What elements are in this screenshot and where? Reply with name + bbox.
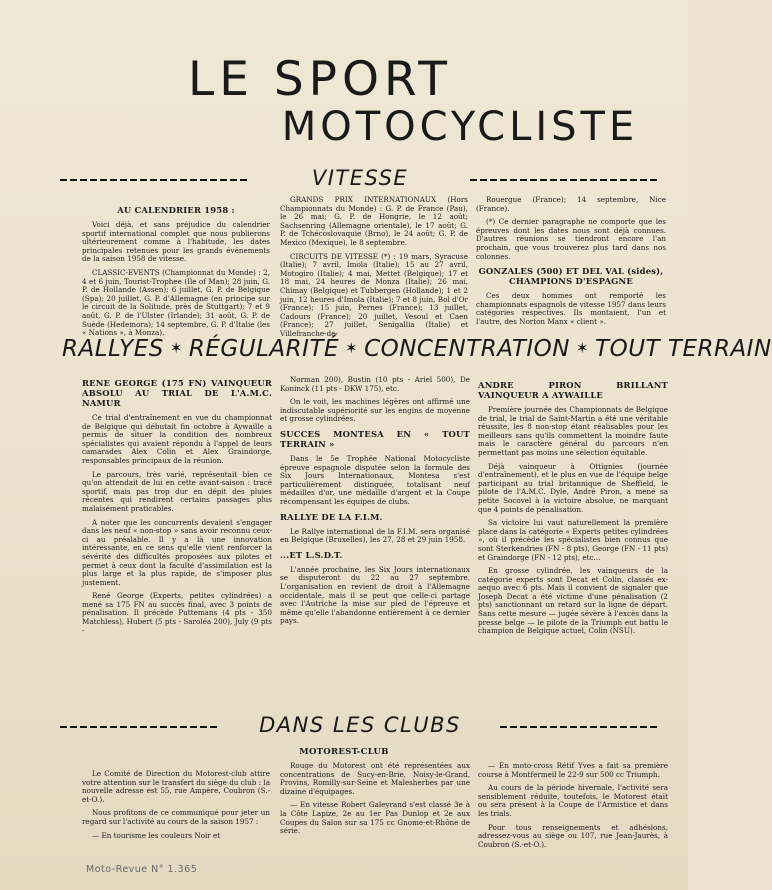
paragraph: — En moto-cross Rétif Yves a fait sa première course à Montfermeil le 22-9 sur 500 cc Triumph. xyxy=(478,761,668,779)
paragraph: Première journée des Championnats de Belgique de trial, le trial de Saint-Martin a été une véritable réussite, les 8 non-stop étant réalisables pour les meilleurs sans qu'ils commettent la moindre faute mais le caractère général du parcours n'en permettant pas moins une sélection équitable. xyxy=(478,405,668,457)
paragraph: Pour tous renseignements et adhésions, adressez-vous au siège ou 107, rue Jean-Jaurès, à Coubron (S.-et-O.). xyxy=(478,822,668,849)
paragraph: (*) Ce dernier paragraphe ne comporte que les épreuves dont les dates nous sont déjà connues. D'autres réunions se tiendront encore l'an prochain, que vous trouverez plus tard dans nos colonnes. xyxy=(476,217,666,261)
article-heading: SUCCES MONTESA EN « TOUT TERRAIN » xyxy=(280,428,470,449)
section-title-vitesse: VITESSE xyxy=(311,166,409,190)
paragraph: Norman 200), Bustin (10 pts - Ariel 500), De Koninck (11 pts - DKW 175), etc. xyxy=(280,375,470,393)
paragraph: Rouergue (France); 14 septembre, Nice (France). xyxy=(476,195,666,213)
paragraph: Ces deux hommes ont remporté les championnats espagnols de vitesse 1957 dans leurs catégories respectives. Ils montaient, l'un et l'autre, des Norton Manx « client ». xyxy=(476,291,666,326)
title-line-1: LE SPORT xyxy=(188,52,452,107)
clubs-column-2 xyxy=(280,762,470,841)
band-word: RALLYES xyxy=(62,336,164,362)
paragraph: Le parcours, très varié, représentait bien ce qu'on attendait de lui en cette avant-saison : tracé sportif, mais pas trop dur en dépit des pluies récentes qui rendirent certains passages plus malaisément praticables. xyxy=(82,469,272,513)
article-heading: RALLYE DE LA F.I.M. xyxy=(280,511,383,522)
clubs-column-1 xyxy=(82,770,270,845)
paragraph: CIRCUITS DE VITESSE (*) : 19 mars, Syracuse (Italie); 7 avril, Imola (Italie); 15 au 27 avril, Motogiro (Italie); 4 mai, Mettet (Belgique); 17 et 18 mai, 24 heures de Monza (Italie); 26 mai, Chimay (Belgique) et Tubbergen (Hollande); 1 et 2 juin, 12 heures d'Imola (Italie); 7 et 8 juin, Bol d'Or (France); 15 juin, Pernes (France); 13 juillet, Cadours (France); 20 juillet, Vesoul et Caen (France); 27 juillet, Senigallia (Italie) et Villefranche-de- xyxy=(280,251,468,338)
paragraph: — En tourisme les couleurs Noir et xyxy=(92,830,221,840)
paragraph: Ce trial d'entraînement en vue du championnat de Belgique qui débutait fin octobre à Aywaille a permis de situer la condition des nombreux spécialistes qui avaient répondu à l'appel de leurs camarades Alex Colin et Alex Graindorge, responsables principaux de la réunion. xyxy=(82,413,272,465)
band-word: RÉGULARITÉ xyxy=(188,336,339,362)
band-word: CONCENTRATION xyxy=(364,336,570,362)
paragraph: Le Comité de Direction du Motorest-club attire votre attention sur le transfert du siège du club : la nouvelle adresse est 55, rue Ampère, Coubron (S.-et-O.). xyxy=(82,769,270,804)
star-icon: ✶ xyxy=(344,339,359,357)
clubs-column-3 xyxy=(478,762,668,854)
paragraph: Déjà vainqueur à Ottignies (journée d'entraînement), et le plus en vue de l'équipe belge participant au trial britannique de Sheffield, le pilote de l'A.M.C. Dyle, André Piron, a mené sa petite Socovel à la victoire absolue, ne marquant que 4 points de pénalisation. xyxy=(478,461,668,514)
article-heading: MOTOREST-CLUB xyxy=(299,747,389,757)
section-header-vitesse xyxy=(60,166,660,194)
article-heading: AU CALENDRIER 1958 : xyxy=(117,205,235,215)
paragraph: Voici déjà, et sans préjudice du calendrier sportif international complet que nous publierons ultérieurement comme à l'habitude, les dates principales retenues pour les grands événements de la saison 1958 de vitesse. xyxy=(82,220,270,264)
title-line-2: MOTOCYCLISTE xyxy=(281,104,639,150)
paragraph: Le Rallye international de la F.I.M. sera organisé en Belgique (Bruxelles), les 27, 28 et 29 juin 1958. xyxy=(280,526,470,545)
paragraph: En grosse cylindrée, les vainqueurs de la catégorie experts sont Decat et Colin, classés ex-aequo avec 6 pts. Mais il convient de signaler que Joseph Decat a été victime d'une pénalisation (2 pts) sanctionnant un retard sur la ligne de départ. Sans cette mesure — jugée sévère à l'excès dans la presse belge — le pilote de la Triumph eut battu le champion de Belgique actuel, Colin (NSU). xyxy=(478,566,668,636)
rallyes-column-3 xyxy=(478,380,668,641)
vitesse-column-3 xyxy=(476,196,666,332)
paragraph: René George (Experts, petites cylindrées) a mené sa 175 FN au succès final, avec 3 points de pénalisation. Il précède Puttemans (4 pts - 350 Matchless), Hubert (5 pts - Saroléa 200), July (9 pts - xyxy=(82,591,272,635)
page-footer: Moto-Revue N° 1.365 xyxy=(86,864,198,875)
star-icon: ✶ xyxy=(575,339,590,357)
paragraph: Rouge du Motorest ont été représentées aux concentrations de Sucy-en-Brie, Noisy-le-Grand, Provins, Romilly-sur-Seine et Malesherbes par une dizaine d'équipages. xyxy=(280,761,470,796)
paragraph: Nous profitons de ce communiqué pour jeter un regard sur l'activité au cours de la saison 1957 : xyxy=(82,808,270,826)
paragraph: GRANDS PRIX INTERNATIONAUX (Hors Championnats du Monde) : G. P. de France (Pau), le 26 mai; G. P. de Hongrie, le 12 août; Sachsenring (Allemagne orientale), le 17 août; G. P. de Tchécoslovaquie (Brno), le 24 août; G. P. de Mexico (Mexique), le 8 septembre. xyxy=(280,195,468,247)
paragraph: Au cours de la période hivernale, l'activité sera sensiblement réduite, toutefois, le Motorest était ou sera présent à la Coupe de l'Armistice et dans les trials. xyxy=(478,783,668,818)
section-title-rallyes xyxy=(62,336,772,362)
paragraph: — En vitesse Robert Galeyrand s'est classé 3e à la Côte Lapize, 2e au 1er Pas Dunlop et 2e aux Coupes du Salon sur sa 175 cc Gnome-et-Rhône de série. xyxy=(280,800,470,836)
vitesse-column-2 xyxy=(280,196,468,344)
article-heading: RENE GEORGE (175 FN) VAINQUEUR ABSOLU AU TRIAL DE L'A.M.C. NAMUR xyxy=(82,378,272,408)
vitesse-column-1 xyxy=(82,205,270,343)
article-heading: GONZALES (500) ET DEL VAL (sides), CHAMPIONS D'ESPAGNE xyxy=(478,266,664,287)
paragraph: CLASSIC-EVENTS (Championnat du Monde) : 2, 4 et 6 juin, Tourist-Trophee (Ile of Man); 28 juin, G. P. de Hollande (Assen); 6 juillet, G. P. de Belgique (Spa); 20 juillet, G. P. d'Allemagne (en principe sur le circuit de la Solitude, près de Stuttgart); 7 et 9 août, G. P. de l'Ulster (Irlande); 31 août, G. P. de Suède (Hedemora); 14 septembre, G. P. d'Italie (les « Nations », à Monza). xyxy=(82,267,270,338)
band-word: TOUT TERRAIN xyxy=(595,336,772,362)
rallyes-column-2 xyxy=(280,376,470,631)
paragraph: L'année prochaine, les Six Jours internationaux se disputeront du 22 au 27 septembre. L'organisation en revient de droit à l'Allemagne occidentale, mais il se peut que celle-ci partage avec l'Autriche la mise sur pied de l'épreuve et même qu'elle l'abandonne entièrement à ce dernier pays. xyxy=(280,564,470,626)
paragraph: A noter que les concurrents devaient s'engager dans les neuf « non-stop » sans avoir reconnu ceux-ci au préalable. Il y a là une innovation intéressante, en ce sens qu'elle vient renforcer la sévérité des difficultés proposées aux pilotes et permet à ceux dont la faculté d'assimilation est la plus large et la plus rapide, de s'imposer plus justement. xyxy=(82,517,272,587)
star-icon: ✶ xyxy=(169,339,183,357)
paragraph: Sa victoire lui vaut naturellement la première place dans la catégorie « Experts petites cylindrées », où il précède les spécialistes bien connus que sont Sterkendries (FN - 8 pts), George (FN - 11 pts) et Graindorge (FN - 12 pts), etc... xyxy=(478,518,668,562)
paragraph: On le voit, les machines légères ont affirmé une indiscutable supériorité sur les engins de moyenne et grosse cylindrées. xyxy=(280,397,470,424)
section-header-clubs xyxy=(60,713,660,741)
paragraph: Dans le 5e Trophée National Motocycliste épreuve espagnole disputée selon la formule des Six Jours Internationaux, Montesa s'est particulièrement distinguée, totalisant neuf médailles d'or, une médaille d'argent et la Coupe récompensant les équipes de clubs. xyxy=(280,453,470,506)
article-heading: ANDRE PIRON BRILLANT VAINQUEUR A AYWAILLE xyxy=(478,380,668,400)
rallyes-column-1 xyxy=(82,378,272,640)
article-heading: ...ET L.S.D.T. xyxy=(280,549,343,560)
section-title-clubs: DANS LES CLUBS xyxy=(259,713,461,737)
